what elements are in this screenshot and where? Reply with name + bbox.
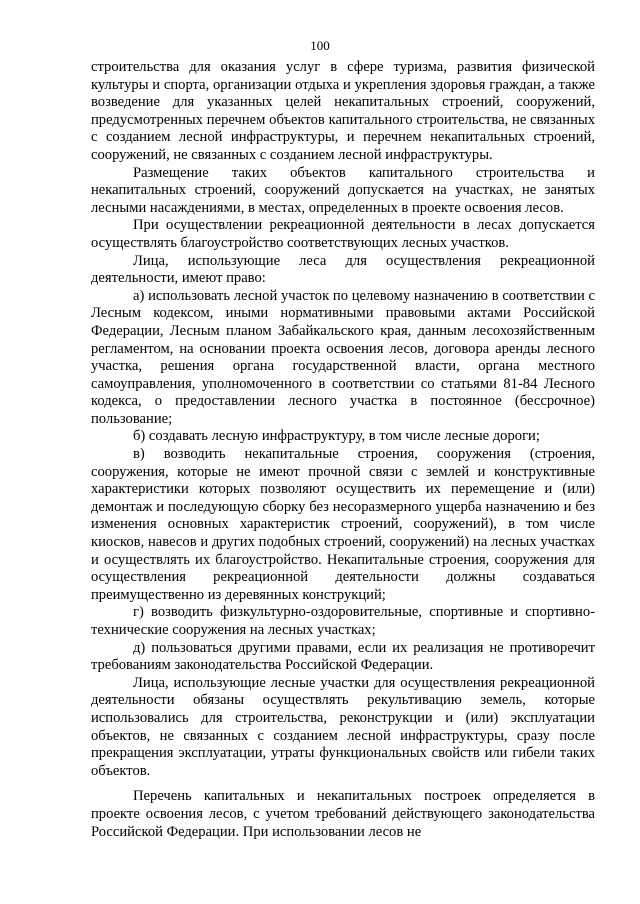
paragraph-obligations: Лица, использующие лесные участки для осуществления рекреационной деятельности обязаны осуществлять рекультивацию земель, которые использовались для строительства, реконструкции и (или) эксплуатации объектов, не связанных с созданием лесной инфраструктуры, сразу после прекращения эксплуатации, утраты функциональных свойств или гибели таких объектов.: [91, 674, 595, 779]
paragraph-rights-intro: Лица, использующие леса для осуществления рекреационной деятельности, имеют право:: [91, 252, 595, 287]
paragraph-right-d: д) пользоваться другими правами, если их реализация не противоречит требованиям законодательства Российской Федерации.: [91, 639, 595, 674]
paragraph-placement: Размещение таких объектов капитального строительства и некапитальных строений, сооружений допускается на участках, не занятых лесными насаждениями, в местах, определенных в проекте освоения лесов.: [91, 164, 595, 216]
paragraph-right-b: б) создавать лесную инфраструктуру, в том числе лесные дороги;: [133, 428, 540, 445]
document-body: [91, 59, 595, 841]
paragraph-right-a: а) использовать лесной участок по целевому назначению в соответствии с Лесным кодексом, иными нормативными правовыми актами Российской Федерации, Лесным планом Забайкальского края, данным лесохозяйственным регламентом, на основании проекта освоения лесов, договора аренды лесного участка, решения органа государственной власти, органа местного самоуправления, уполномоченного в соответствии со статьями 81-84 Лесного кодекса, о предоставлении лесного участка в постоянное (бессрочное) пользование;: [91, 287, 595, 427]
paragraph-improvement: При осуществлении рекреационной деятельности в лесах допускается осуществлять благоустройство соответствующих лесных участков.: [91, 217, 595, 251]
page-number: 100: [310, 38, 330, 53]
paragraph-buildings-list: Перечень капитальных и некапитальных построек определяется в проекте освоения лесов, с учетом требований действующего законодательства Российской Федерации. При использовании лесов не: [91, 788, 595, 840]
paragraph-right-v: в) возводить некапитальные строения, сооружения (строения, сооружения, которые не имеют прочной связи с землей и конструктивные характеристики которых позволяют осуществить их перемещение и (или) демонтаж и последующую сборку без несоразмерного ущерба назначению и без изменения основных характеристик строений, сооружений), в том числе киосков, навесов и других подобных строений, сооружений) на лесных участках и осуществлять их благоустройство. Некапитальные строения, сооружения для осуществления рекреационной деятельности должны создаваться преимущественно из деревянных конструкций;: [91, 446, 595, 603]
paragraph-continuation: строительства для оказания услуг в сфере туризма, развития физической культуры и спорта, организации отдыха и укрепления здоровья граждан, а также возведение для указанных целей некапитальных строений, сооружений, предусмотренных перечнем объектов капитального строительства, не связанных с созданием лесной инфраструктуры, и перечнем некапитальных строений, сооружений, не связанных с созданием лесной инфраструктуры.: [91, 59, 595, 163]
paragraph-right-g: г) возводить физкультурно-оздоровительные, спортивные и спортивно-технические сооружения на лесных участках;: [91, 604, 595, 638]
